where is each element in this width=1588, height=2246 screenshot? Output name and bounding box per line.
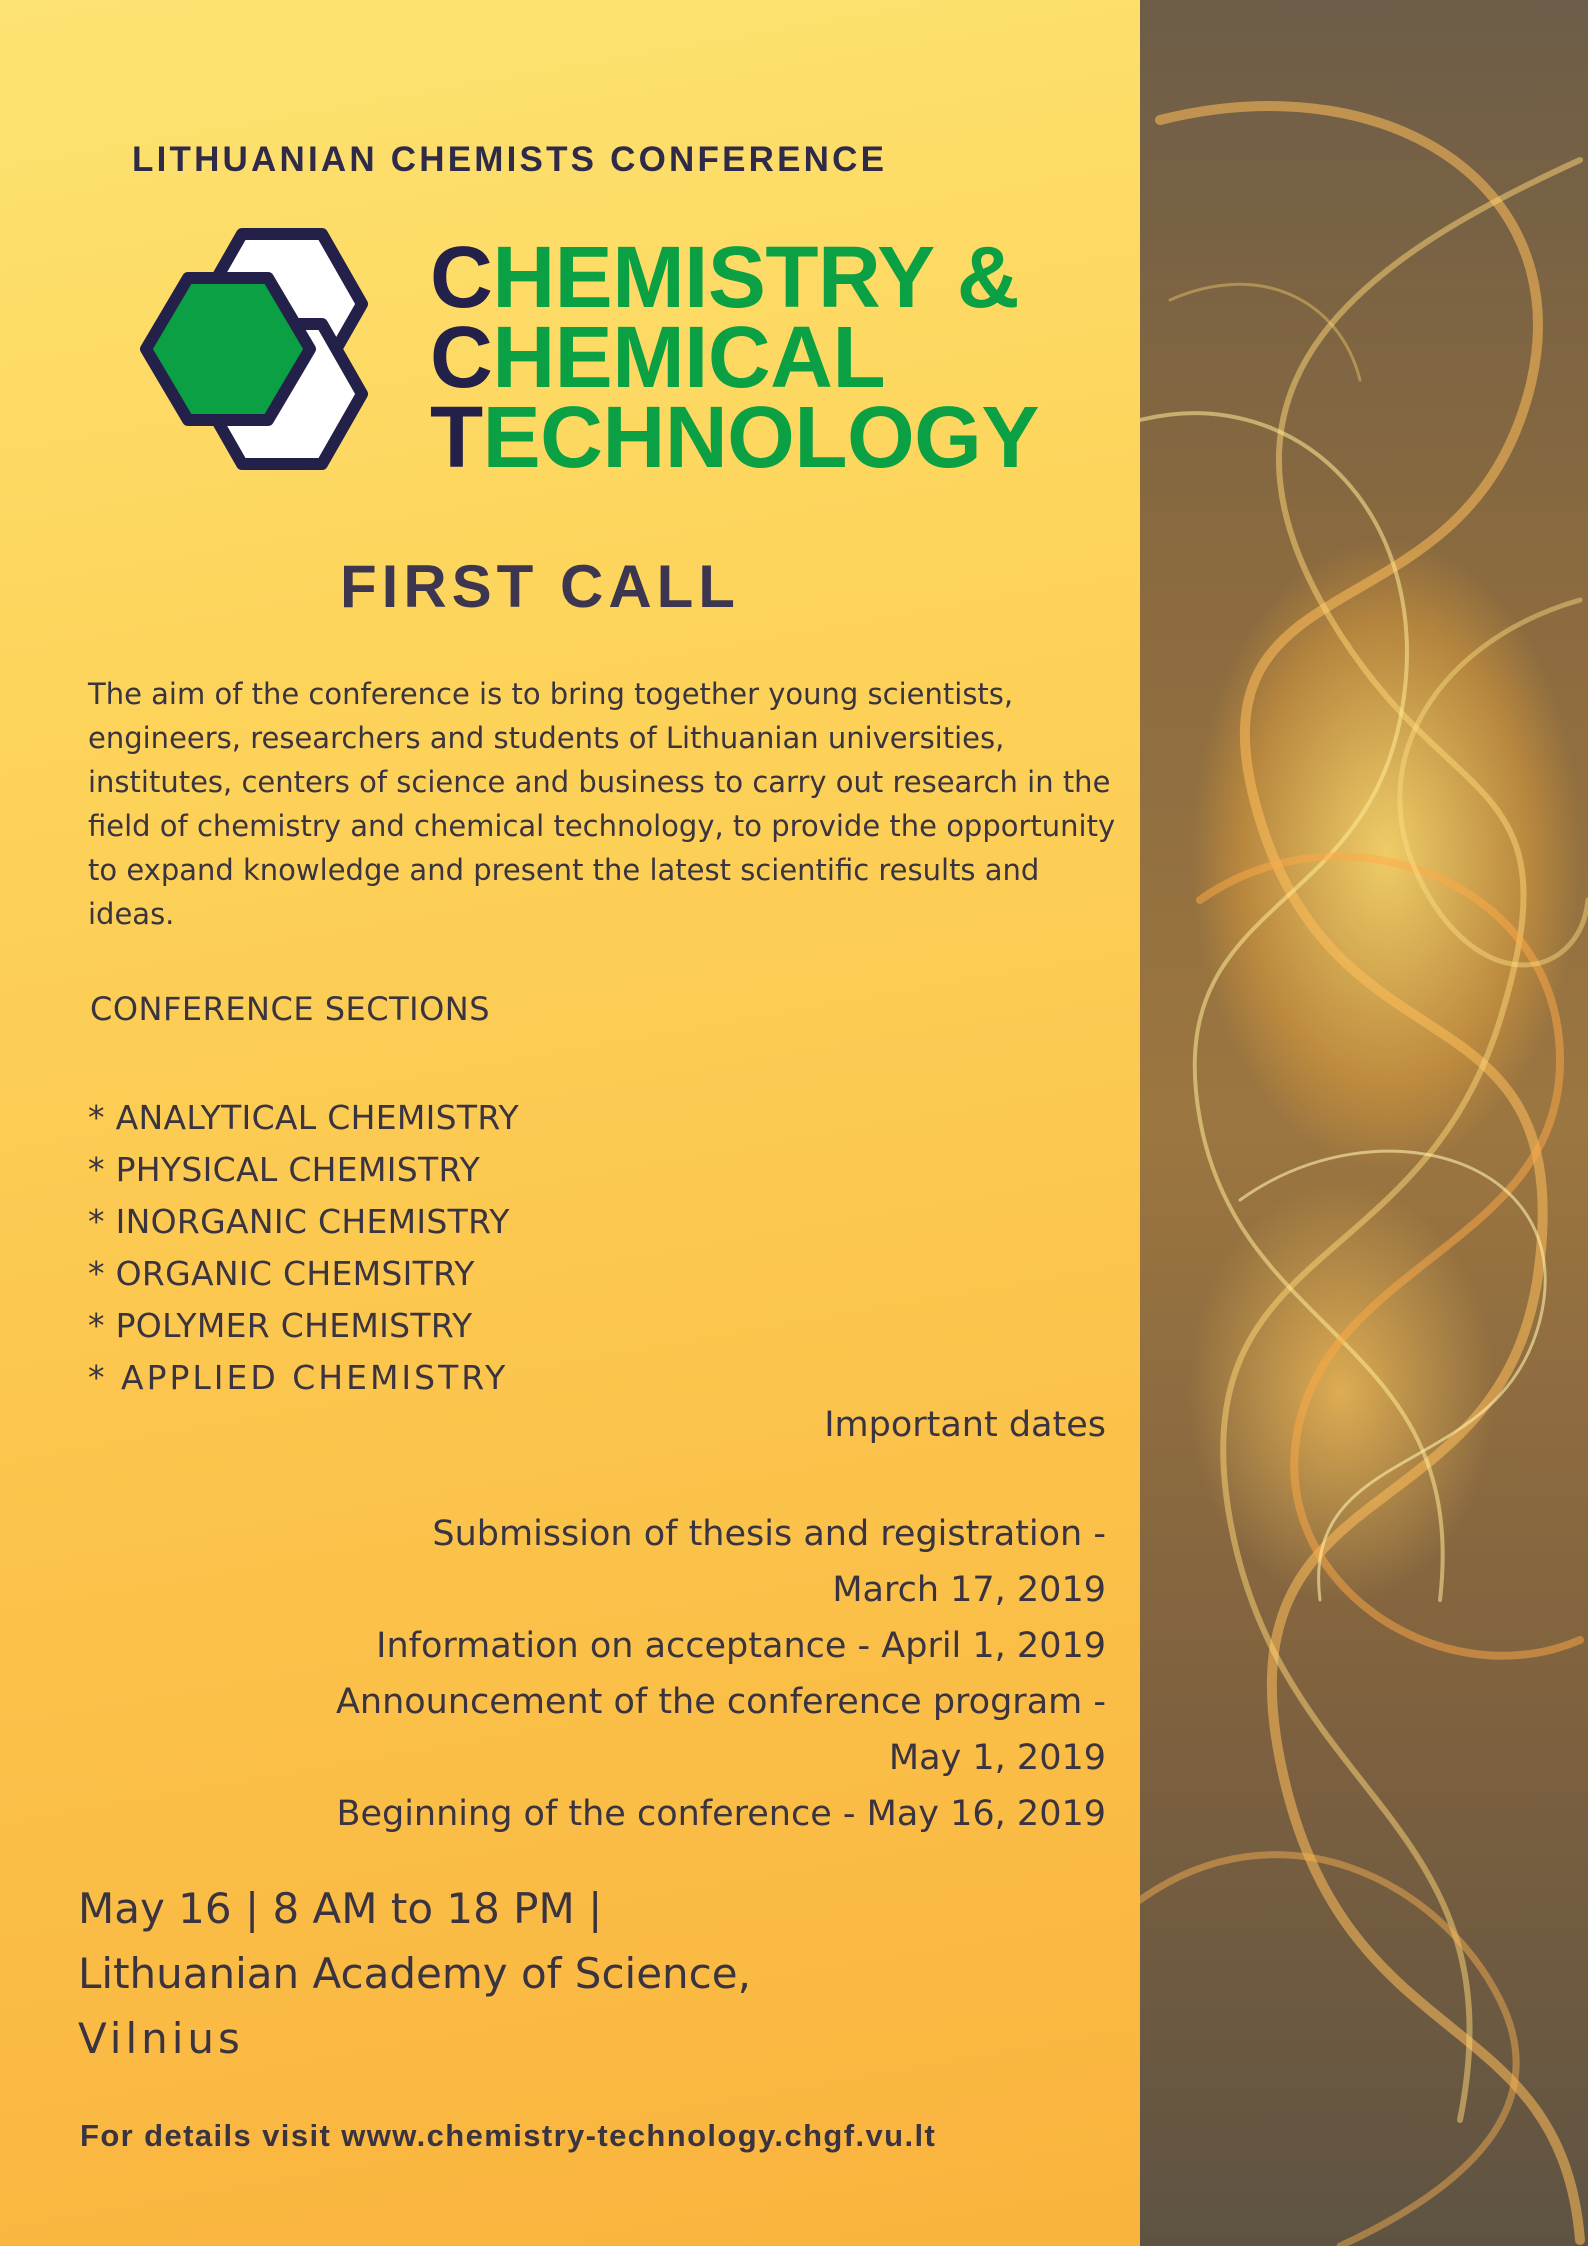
event-city: Vilnius xyxy=(78,2014,244,2063)
dates-title: Important dates xyxy=(824,1405,1106,1445)
section-item: * INORGANIC CHEMISTRY xyxy=(88,1202,510,1241)
fractal-swirl-icon xyxy=(1140,0,1588,2246)
fractal-art-panel xyxy=(1140,0,1588,2246)
hexagon-logo-icon xyxy=(128,228,388,478)
intro-paragraph: The aim of the conference is to bring together young scientists, engineers, researchers and students of Lithuanian universities, institutes, centers of science and business to carry out research in the field of chemistry and chemical technology, to provide the opportunity to expand knowledge and present the latest scientific results and ideas. xyxy=(88,677,1116,931)
section-item: * ANALYTICAL CHEMISTRY xyxy=(88,1098,519,1137)
brand-initial: C xyxy=(430,309,493,406)
brand-initial: C xyxy=(430,229,493,326)
date-item: Submission of thesis and registration - xyxy=(432,1514,1106,1554)
date-item: March 17, 2019 xyxy=(832,1570,1106,1610)
event-venue: Lithuanian Academy of Science, xyxy=(78,1949,751,1998)
event-date-time: May 16 | 8 AM to 18 PM | xyxy=(78,1884,603,1933)
date-item: Announcement of the conference program - xyxy=(335,1682,1106,1722)
date-item: May 1, 2019 xyxy=(888,1738,1106,1778)
date-item: Information on acceptance - April 1, 2019 xyxy=(376,1626,1106,1666)
first-call-heading: FIRST CALL xyxy=(340,553,740,620)
event-info xyxy=(78,1876,751,2071)
sections-title: CONFERENCE SECTIONS xyxy=(90,990,491,1028)
section-item: * PHYSICAL CHEMISTRY xyxy=(88,1150,481,1189)
brand-word: HEMICAL xyxy=(492,309,886,406)
brand-line-chemistry xyxy=(430,229,1020,326)
details-link-text: For details visit www.chemistry-technology.chgf.vu.lt xyxy=(80,2118,937,2153)
important-dates xyxy=(106,1400,1106,1842)
brand-initial: T xyxy=(430,389,483,486)
brand-word: HEMISTRY & xyxy=(492,229,1020,326)
section-item: * APPLIED CHEMISTRY xyxy=(88,1358,509,1397)
dates-list xyxy=(106,1506,1106,1842)
sections-list xyxy=(88,1092,519,1404)
section-item: * POLYMER CHEMISTRY xyxy=(88,1306,473,1345)
date-item: Beginning of the conference - May 16, 2019 xyxy=(336,1794,1106,1834)
brand-line-chemical xyxy=(430,309,886,406)
brand-line-technology xyxy=(430,389,1039,486)
section-item: * ORGANIC CHEMSITRY xyxy=(88,1254,475,1293)
brand-word: ECHNOLOGY xyxy=(482,389,1039,486)
conference-label: LITHUANIAN CHEMISTS CONFERENCE xyxy=(132,140,888,179)
